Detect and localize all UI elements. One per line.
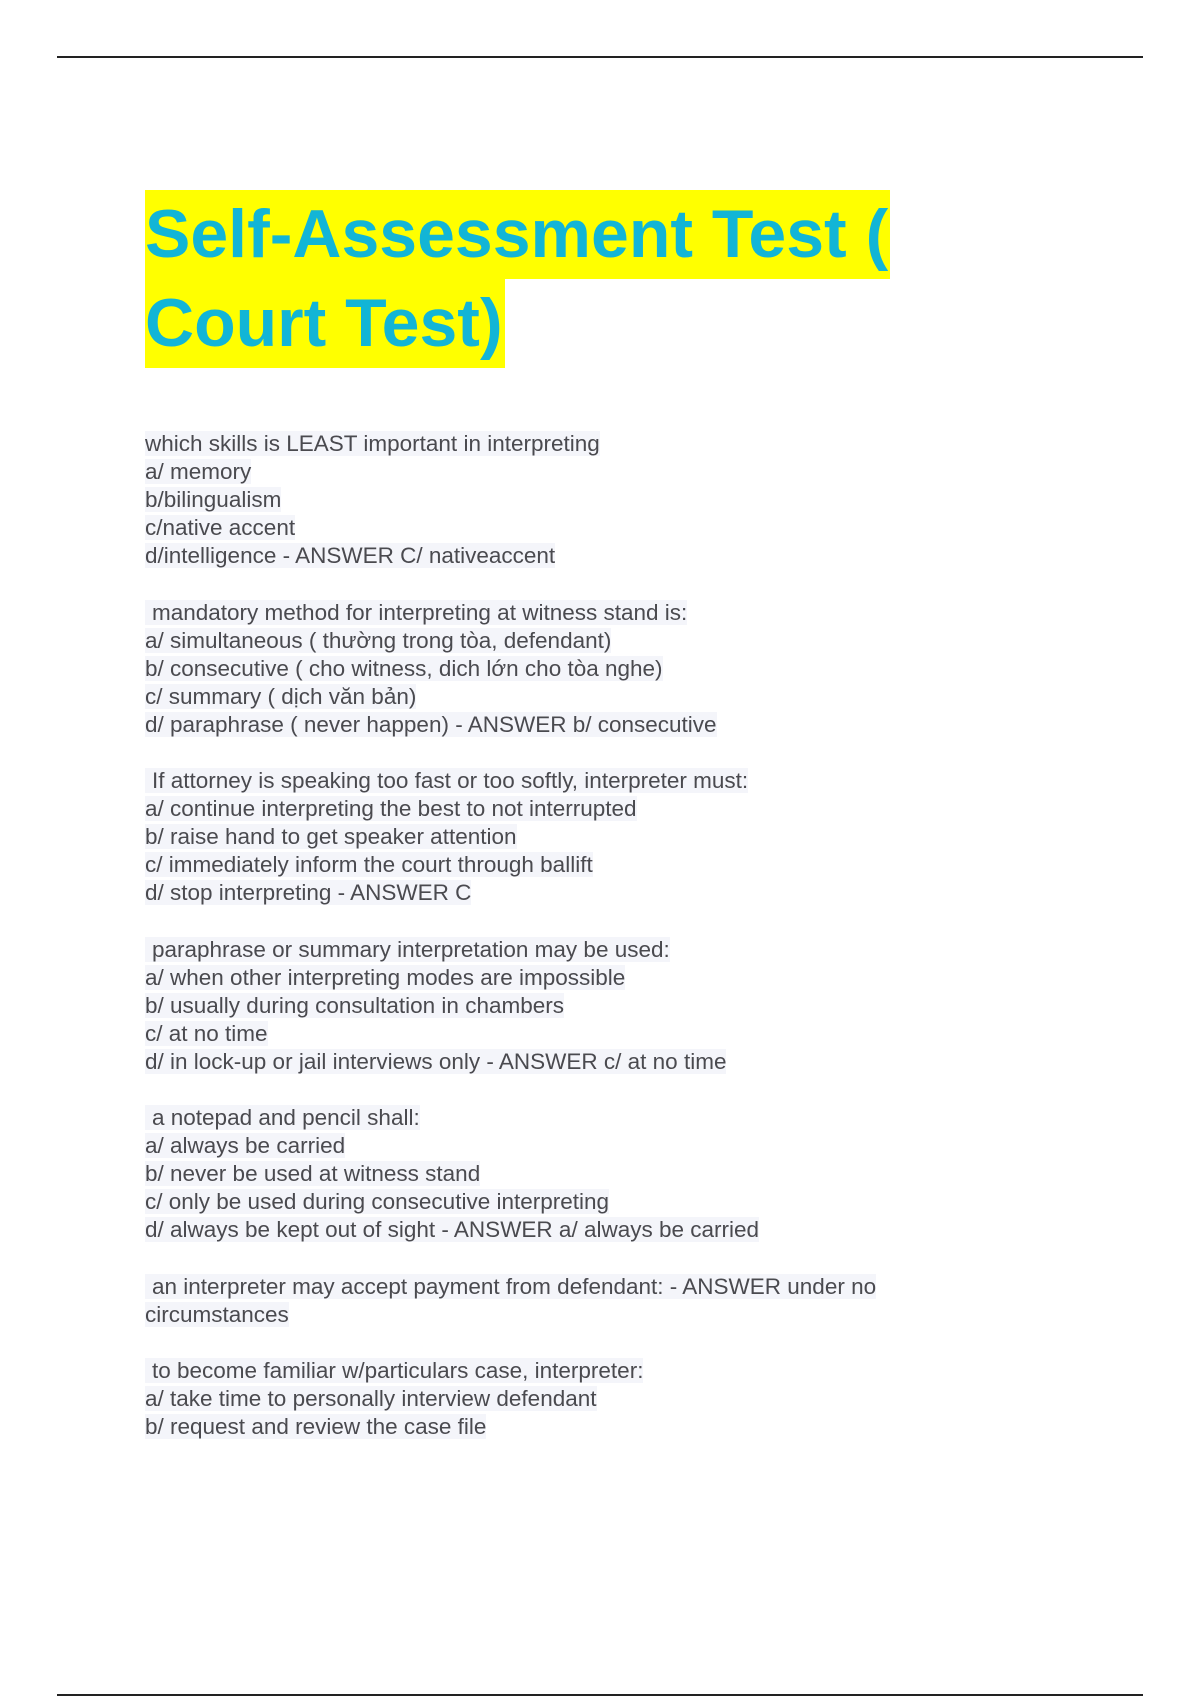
option-text: b/ never be used at witness stand [145, 1161, 481, 1186]
option-text: a/ simultaneous ( thường trong tòa, defendant) [145, 627, 612, 653]
question-text: an interpreter may accept payment from defendant: - ANSWER under no [145, 1273, 1045, 1301]
title-line-1: Self-Assessment Test ( [145, 190, 890, 279]
question-block [145, 1104, 1045, 1244]
option-text: a/ take time to personally interview defendant [145, 1386, 597, 1411]
option-text: c/ summary ( dịch văn bản) [145, 683, 417, 709]
option-text: a/ continue interpreting the best to not interrupted [145, 796, 637, 821]
option-answer-text: d/ paraphrase ( never happen) - ANSWER b/ consecutive [145, 711, 717, 737]
option-text: b/bilingualism [145, 487, 282, 512]
option-answer-text: d/ in lock-up or jail interviews only - ANSWER c/ at no time [145, 1048, 727, 1074]
option-text: c/ only be used during consecutive interpreting [145, 1189, 610, 1214]
question-block [145, 430, 1045, 570]
title-line-2: Court Test) [145, 279, 505, 368]
option-text: c/native accent [145, 515, 296, 540]
question-block [145, 767, 1045, 907]
question-list [145, 430, 1045, 1470]
option-text: b/ consecutive ( cho witness, dich lớn cho tòa nghe) [145, 655, 663, 681]
question-text: If attorney is speaking too fast or too softly, interpreter must: [145, 767, 1045, 795]
question-text: a notepad and pencil shall: [145, 1104, 1045, 1132]
option-text: b/ usually during consultation in chambers [145, 992, 564, 1018]
option-text: c/ immediately inform the court through ballift [145, 852, 593, 877]
question-text: paraphrase or summary interpretation may be used: [145, 936, 1045, 964]
question-block [145, 1273, 1045, 1329]
option-text: a/ memory [145, 459, 252, 484]
option-text: b/ raise hand to get speaker attention [145, 824, 517, 849]
option-answer-text: d/ always be kept out of sight - ANSWER a/ always be carried [145, 1217, 760, 1242]
option-answer-text: circumstances [145, 1301, 289, 1327]
option-text: a/ always be carried [145, 1133, 346, 1158]
option-answer-text: d/ stop interpreting - ANSWER C [145, 880, 472, 905]
option-answer-text: d/intelligence - ANSWER C/ nativeaccent [145, 543, 556, 568]
option-text: a/ when other interpreting modes are impossible [145, 964, 626, 990]
question-text: mandatory method for interpreting at witness stand is: [145, 599, 1045, 627]
top-rule [57, 56, 1143, 58]
bottom-rule [57, 1694, 1143, 1696]
question-text: to become familiar w/particulars case, interpreter: [145, 1357, 1045, 1385]
option-text: c/ at no time [145, 1020, 268, 1046]
question-block [145, 599, 1045, 739]
option-text: b/ request and review the case file [145, 1414, 487, 1439]
page-title [145, 190, 1045, 368]
question-block [145, 1357, 1045, 1441]
question-block [145, 936, 1045, 1076]
question-text: which skills is LEAST important in interpreting [145, 431, 600, 456]
